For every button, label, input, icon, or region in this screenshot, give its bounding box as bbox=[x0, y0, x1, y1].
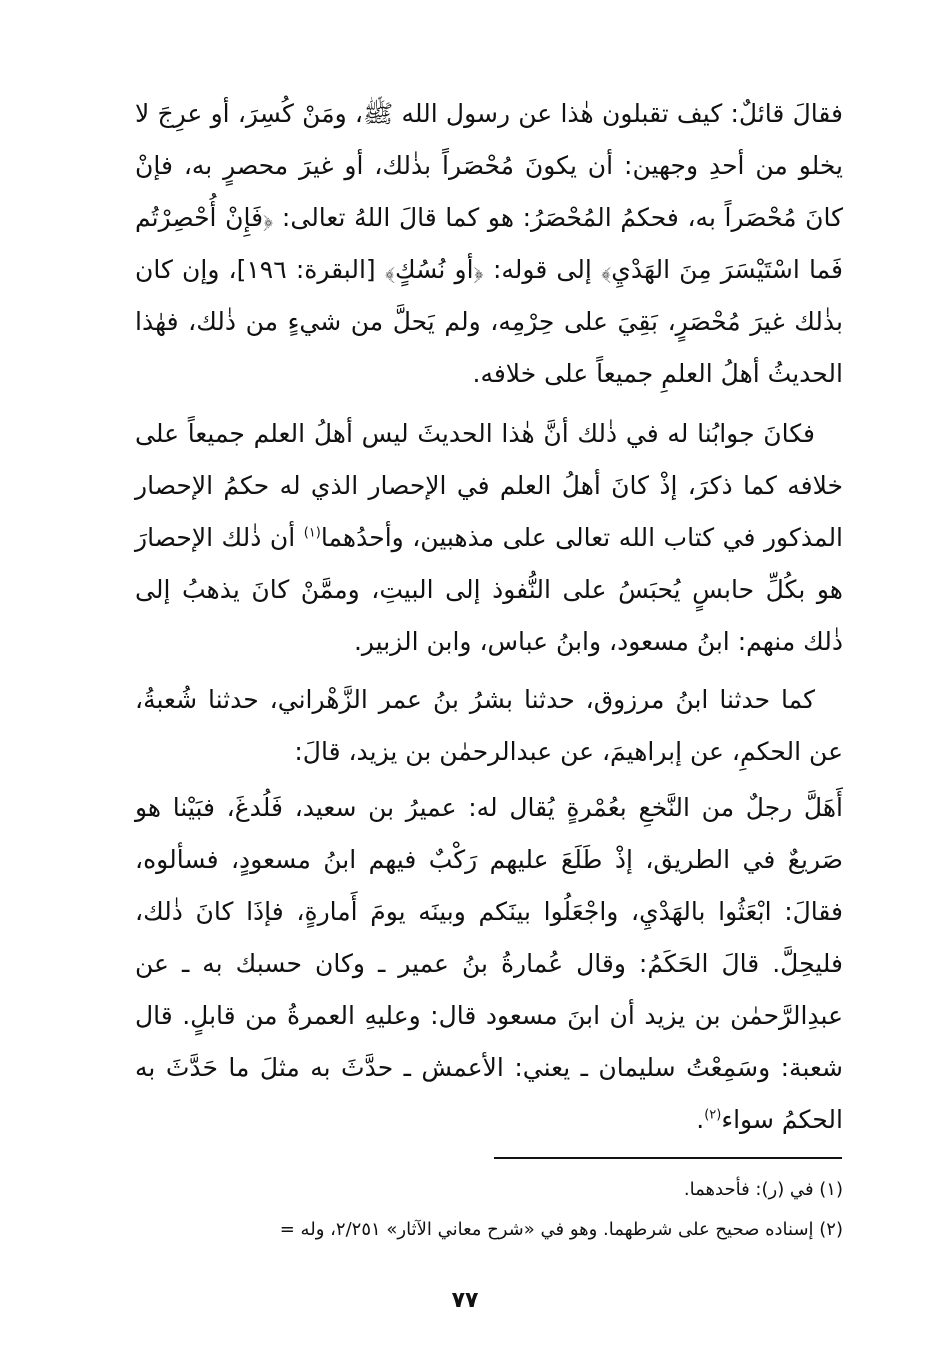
paragraph-3-text: كما حدثنا ابنُ مرزوق، حدثنا بشرُ بنُ عمر الزَّهْراني، حدثنا شُعبةُ، عن الحكمِ، عن إبراهيمَ، عن عبدالرحمٰن بن يزيد، قالَ: bbox=[135, 685, 843, 766]
footnote-2: (٢) إسناده صحيح على شرطهما. وهو في «شرح معاني الآثار» ٢/٢٥١، وله = bbox=[279, 1219, 843, 1240]
footnote-ref-2[interactable]: (٢) bbox=[704, 1107, 722, 1123]
paragraph-2-text: فكانَ جوابُنا له في ذٰلك أنَّ هٰذا الحديثَ ليس أهلُ العلم جميعاً على خلافه كما ذكرَ، إذْ كانَ أهلُ العلم في الإحصار الذي له حكمُ الإحصار المذكور في كتاب الله تعالى على مذهبين، وأحدُهما bbox=[135, 419, 844, 552]
footnote-divider bbox=[494, 1157, 842, 1159]
footnotes bbox=[135, 1170, 843, 1250]
paragraph-1-text: فقالَ قائلٌ: كيف تقبلون هٰذا عن رسول الله ﷺ، ومَنْ كُسِرَ، أو عرِجَ لا يخلو من أحدِ وجهين: أن يكونَ مُحْصَراً بذٰلك، أو غيرَ محصرٍ به، فإنْ كانَ مُحْصَراً به، فحكمُ المُحْصَرُ: هو كما قالَ اللهُ تعالى: ﴿فَإِنْ أُحْصِرْتُم فَما اسْتَيْسَرَ مِنَ الهَدْيِ﴾ إلى قوله: ﴿أو نُسُكٍ﴾ [البقرة: ١٩٦]، وإن كان بذٰلك غيرَ مُحْصَرٍ، بَقِيَ على حِرْمِه، ولم يَحلَّ من شيءٍ من ذٰلك، فهٰذا الحديثُ أهلُ العلمِ جميعاً على خلافه. bbox=[135, 99, 843, 388]
page-number: ٧٧ bbox=[451, 1288, 479, 1313]
paragraph-4 bbox=[135, 782, 843, 1146]
paragraph-2-text-cont: أن ذٰلك الإحصارَ هو بكُلِّ حابسٍ يُحبَسُ على النُّفوذ إلى البيتِ، وممَّنْ كانَ يذهبُ إلى ذٰلك منهم: ابنُ مسعود، وابنُ عباس، وابن الزبير. bbox=[135, 523, 843, 656]
paragraph-4-text: أَهَلَّ رجلٌ من النَّخعِ بعُمْرةٍ يُقال له: عميرُ بن سعيد، فَلُدغَ، فبَيْنا هو صَريعٌ في الطريق، إذْ طَلَعَ عليهم رَكْبٌ فيهم ابنُ مسعودٍ، فسألوه، فقالَ: ابْعَثُوا بالهَدْيِ، واجْعَلُوا بينَكم وبينَه يومَ أَمارةٍ، فإذَا كانَ ذٰلك، فليحِلَّ. قالَ الحَكَمُ: وقال عُمارةُ بنُ عمير ـ وكان حسبك به ـ عن عبدِالرَّحمٰن بن يزيد أن ابنَ مسعود قال: وعليهِ العمرةُ من قابلٍ. قال شعبة: وسَمِعْتُ سليمان ـ يعني: الأعمش ـ حدَّثَ به مثلَ ما حَدَّثَ به الحكمُ سواء bbox=[135, 793, 843, 1134]
page-body bbox=[135, 88, 843, 1146]
footnote-1: (١) في (ر): فأحدهما. bbox=[683, 1179, 843, 1200]
paragraph-4-text-cont: . bbox=[696, 1105, 705, 1134]
paragraph-3 bbox=[135, 674, 843, 778]
paragraph-2 bbox=[135, 408, 843, 668]
footnote-ref-1[interactable]: (١) bbox=[303, 525, 321, 541]
paragraph-1 bbox=[135, 88, 843, 400]
